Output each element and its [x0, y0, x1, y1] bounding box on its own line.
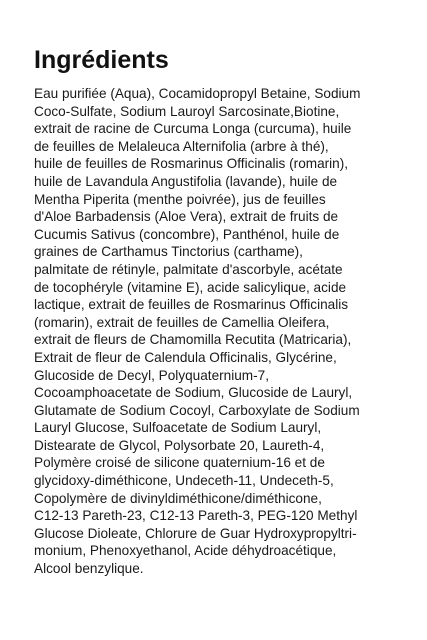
- ingredients-line: Distearate de Glycol, Polysorbate 20, Laureth-4,: [34, 437, 325, 453]
- ingredients-line: Extrait de fleur de Calendula Officinalis, Glycérine,: [34, 349, 337, 365]
- ingredients-line: huile de Lavandula Angustifolia (lavande), huile de: [34, 173, 338, 189]
- ingredients-line: graines de Carthamus Tinctorius (carthame),: [34, 244, 303, 260]
- ingredients-line: Cocoamphoacetate de Sodium, Glucoside de Lauryl,: [34, 385, 353, 401]
- ingredients-line: glycidoxy-diméthicone, Undeceth-11, Undeceth-5,: [34, 473, 334, 489]
- ingredients-line: palmitate de rétinyle, palmitate d'ascorbyle, acétate: [34, 261, 343, 277]
- ingredients-line: Lauryl Glucose, Sulfoacetate de Sodium Lauryl,: [34, 420, 322, 436]
- ingredients-line: Mentha Piperita (menthe poivrée), jus de feuilles: [34, 191, 326, 207]
- ingredients-line: Eau purifiée (Aqua), Cocamidopropyl Betaine, Sodium: [34, 86, 361, 101]
- ingredients-line: extrait de racine de Curcuma Longa (curcuma), huile: [34, 121, 352, 137]
- ingredients-line: Alcool benzylique.: [34, 561, 144, 577]
- ingredients-line: de feuilles de Melaleuca Alternifolia (arbre à thé),: [34, 138, 329, 154]
- ingredients-line: monium, Phenoxyethanol, Acide déhydroacétique,: [34, 543, 337, 559]
- ingredients-line: Copolymère de divinyldiméthicone/diméthicone,: [34, 490, 322, 506]
- ingredients-line: Coco-Sulfate, Sodium Lauroyl Sarcosinate,Biotine,: [34, 103, 340, 119]
- ingredients-list: [34, 85, 424, 578]
- ingredients-line: C12-13 Pareth-23, C12-13 Pareth-3, PEG-120 Methyl: [34, 508, 358, 524]
- ingredients-line: Glucose Dioleate, Chlorure de Guar Hydroxypropyltri-: [34, 525, 357, 541]
- ingredients-line: huile de feuilles de Rosmarinus Officinalis (romarin),: [34, 156, 349, 172]
- ingredients-line: extrait de fleurs de Chamomilla Recutita (Matricaria),: [34, 332, 352, 348]
- page-title: Ingrédients: [34, 46, 169, 74]
- ingredients-line: de tocophéryle (vitamine E), acide salicylique, acide: [34, 279, 347, 295]
- ingredients-line: d'Aloe Barbadensis (Aloe Vera), extrait de fruits de: [34, 209, 339, 225]
- ingredients-line: Polymère croisé de silicone quaternium-16 et de: [34, 455, 325, 471]
- ingredients-line: (romarin), extrait de feuilles de Camellia Oleifera,: [34, 314, 330, 330]
- ingredients-line: lactique, extrait de feuilles de Rosmarinus Officinalis: [34, 297, 349, 313]
- ingredients-line: Cucumis Sativus (concombre), Panthénol, huile de: [34, 226, 340, 242]
- ingredients-line: Glutamate de Sodium Cocoyl, Carboxylate de Sodium: [34, 402, 360, 418]
- ingredients-line: Glucoside de Decyl, Polyquaternium-7,: [34, 367, 269, 383]
